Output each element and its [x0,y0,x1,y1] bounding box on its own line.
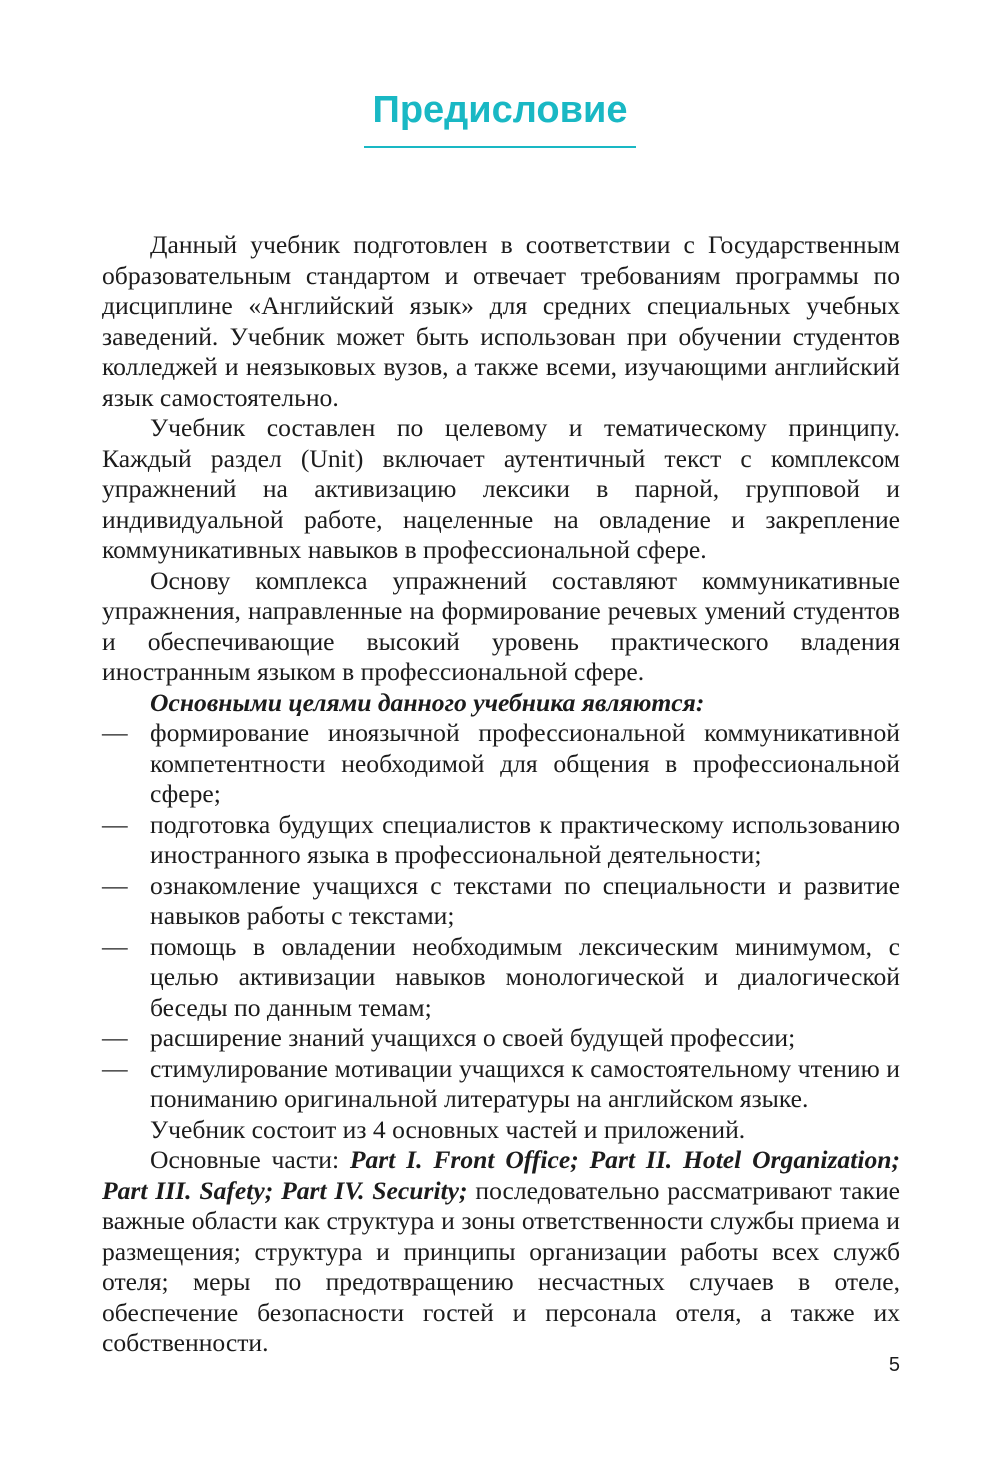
parts-list: Part I. Front Office; Part II. Hotel Organization; Part III. Safety; Part IV. Security; [102,1145,900,1205]
list-item-text: подготовка будущих специалистов к практическому использованию иностранного языка в профессиональной деятельности; [150,809,900,869]
dash-bullet: — [102,1053,128,1083]
dash-bullet: — [102,718,128,747]
title-underline [364,146,636,148]
parts-description: последовательно рассматривают такие важные области как структура и зоны ответственности службы приема и размещения; структура и принципы организации работы всех служб отеля; меры по предотвращению несчастных случаев в отеле, обеспечение безопасности гостей и персонала отеля, а также их собственности. [102,1175,901,1357]
page-title: Предисловие [372,89,628,131]
goals-heading: Основными целями данного учебника являются: [150,687,705,717]
list-item-text: помощь в овладении необходимым лексическим минимумом, с целью активизации навыков монологической и диалогической беседы по данным темам; [150,931,900,1022]
list-item [102,871,900,932]
list-item-text: ознакомление учащихся с текстами по специальности и развитие навыков работы с текстами; [150,870,900,930]
list-item [102,1023,900,1054]
structure-sentence: Учебник состоит из 4 основных частей и приложений. [150,1114,746,1144]
paragraph-exercises: Основу комплекса упражнений составляют коммуникативные упражнения, направленные на формирование речевых умений студентов и обеспечивающие высокий уровень практического владения иностранным языком в профессиональной сфере. [102,565,900,686]
goals-list [102,718,900,1115]
paragraph-intro: Данный учебник подготовлен в соответствии с Государственным образовательным стандартом и отвечает требованиям программы по дисциплине «Английский язык» для средних специальных учебных заведений. Учебник может быть использован при обучении студентов колледжей и неязыковых вузов, а также всеми, изучающими английский язык самостоятельно. [102,230,900,412]
page-number: 5 [888,1354,900,1376]
list-item-text: расширение знаний учащихся о своей будущей профессии; [150,1023,796,1052]
list-item [102,718,900,810]
list-item [102,1054,900,1115]
dash-bullet: — [102,931,128,961]
body-text [102,230,900,1359]
list-item [102,810,900,871]
list-item [102,932,900,1024]
list-item-text: формирование иноязычной профессиональной коммуникативной компетентности необходимой для общения в профессиональной сфере; [150,718,900,808]
dash-bullet: — [102,870,128,900]
paragraph-structure-principle: Учебник составлен по целевому и тематическому принципу. Каждый раздел (Unit) включает аутентичный текст с комплексом упражнений на активизацию лексики в парной, групповой и индивидуальной работе, нацеленные на овладение и закрепление коммуникативных навыков в профессиональной сфере. [102,413,900,564]
list-item-text: стимулирование мотивации учащихся к самостоятельному чтению и пониманию оригинальной литературы на английском языке. [150,1053,900,1113]
parts-lead: Основные части: [150,1145,350,1174]
dash-bullet: — [102,1023,128,1052]
paragraph-parts [102,1145,900,1359]
dash-bullet: — [102,809,128,839]
